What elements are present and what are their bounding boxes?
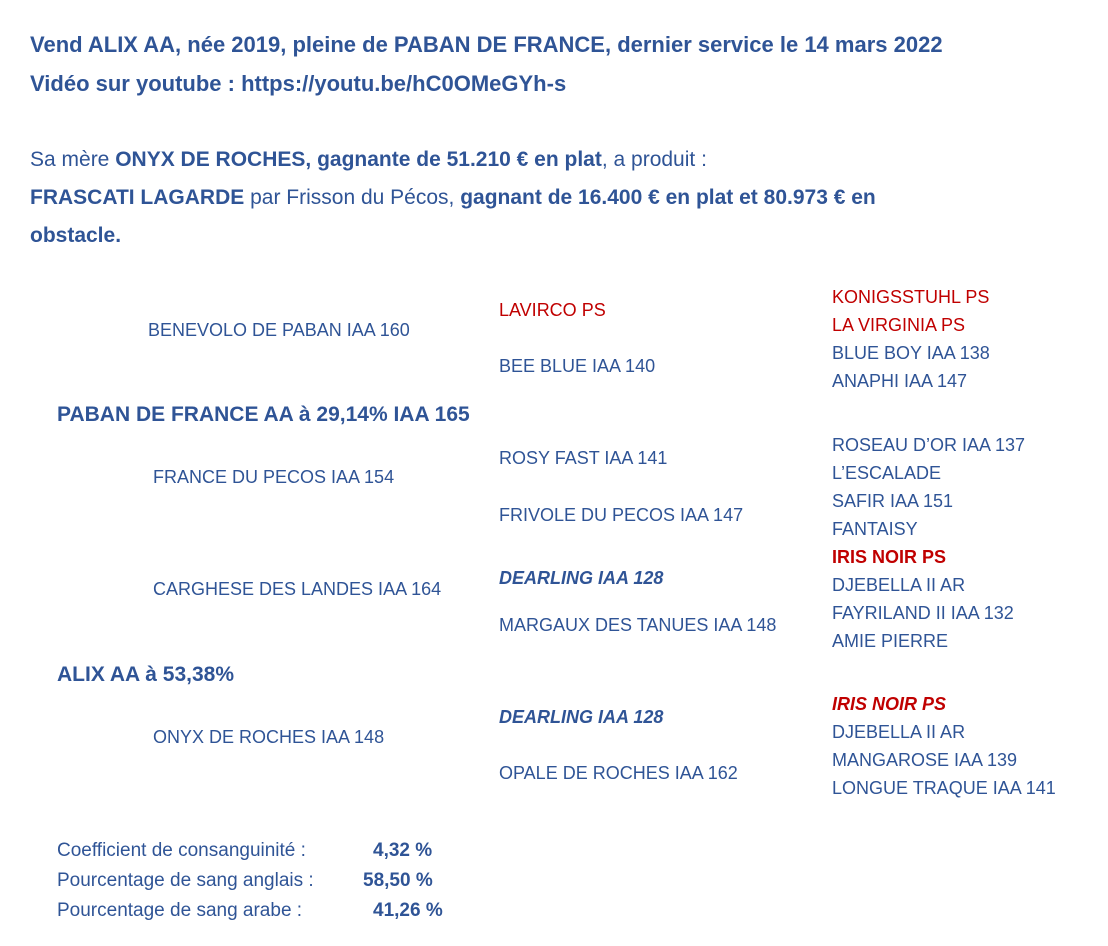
stat-label: Coefficient de consanguinité : (57, 840, 306, 861)
pedigree-sire-g3: LA VIRGINIA PS (832, 315, 966, 335)
stat-value: 4,32 % (373, 840, 433, 861)
pedigree-dam-granddam: ONYX DE ROCHES IAA 148 (153, 727, 385, 747)
pedigree-sire-g2: LAVIRCO PS (499, 300, 606, 320)
pedigree-dam-g3: DJEBELLA II AR (832, 575, 966, 595)
pedigree-sire-g2: ROSY FAST IAA 141 (499, 448, 668, 468)
stat-label: Pourcentage de sang arabe : (57, 900, 303, 921)
stat-value: 58,50 % (363, 870, 433, 891)
stat-row-arab-blood (57, 896, 443, 926)
pedigree-dam-g3: IRIS NOIR PS (832, 694, 947, 714)
pedigree-dam-g2: DEARLING IAA 128 (499, 707, 664, 727)
intro-text: Sa mère (30, 148, 116, 171)
stat-value: 41,26 % (373, 900, 443, 921)
pedigree-dam: ALIX AA à 53,38% (57, 663, 235, 686)
pedigree-sire-g3: ROSEAU D’OR IAA 137 (832, 435, 1026, 455)
pedigree-dam-g3: IRIS NOIR PS (832, 547, 947, 567)
stat-row-english-blood (57, 866, 443, 896)
stat-row-consanguinity (57, 836, 443, 866)
stat-label: Pourcentage de sang anglais : (57, 870, 314, 891)
pedigree-sire-g3: SAFIR IAA 151 (832, 491, 954, 511)
intro-line-2 (30, 179, 876, 217)
pedigree-dam-g3: DJEBELLA II AR (832, 722, 966, 742)
pedigree-sire-g3: L’ESCALADE (832, 463, 942, 483)
intro-line-3: obstacle. (30, 224, 122, 247)
intro-text: par Frisson du Pécos, (244, 186, 461, 209)
pedigree-dam-g3: FAYRILAND II IAA 132 (832, 603, 1014, 623)
pedigree-sire-g2: FRIVOLE DU PECOS IAA 147 (499, 505, 744, 525)
stats-block (57, 836, 443, 926)
intro-dam-earnings: ONYX DE ROCHES, gagnante de 51.210 € en plat (115, 148, 602, 171)
pedigree-sire: PABAN DE FRANCE AA à 29,14% IAA 165 (57, 403, 470, 426)
pedigree-sire-g3: FANTAISY (832, 519, 918, 539)
pedigree-dam-g3: AMIE PIERRE (832, 631, 949, 651)
pedigree-sire-g2: BEE BLUE IAA 140 (499, 356, 656, 376)
sale-title: Vend ALIX AA, née 2019, pleine de PABAN DE FRANCE, dernier service le 14 mars 2022 (30, 32, 943, 57)
pedigree-dam-g2: OPALE DE ROCHES IAA 162 (499, 763, 738, 783)
pedigree-dam-g3: LONGUE TRAQUE IAA 141 (832, 778, 1056, 798)
pedigree-sire-granddam: FRANCE DU PECOS IAA 154 (153, 467, 395, 487)
pedigree-dam-g2: DEARLING IAA 128 (499, 568, 664, 588)
pedigree-dam-grandsire: CARGHESE DES LANDES IAA 164 (153, 579, 442, 599)
intro-text: , a produit : (601, 148, 707, 171)
pedigree-sire-g3: ANAPHI IAA 147 (832, 371, 968, 391)
pedigree-dam-g3: MANGAROSE IAA 139 (832, 750, 1018, 770)
intro-line-1 (30, 141, 707, 179)
intro-offspring-earnings: gagnant de 16.400 € en plat et 80.973 € en (460, 186, 876, 209)
video-link[interactable]: Vidéo sur youtube : https://youtu.be/hC0OMeGYh-s (30, 71, 567, 96)
pedigree-sire-g3: BLUE BOY IAA 138 (832, 343, 990, 363)
intro-offspring-name: FRASCATI LAGARDE (30, 186, 245, 209)
pedigree-sire-g3: KONIGSSTUHL PS (832, 287, 990, 307)
pedigree-dam-g2: MARGAUX DES TANUES IAA 148 (499, 615, 777, 635)
pedigree-sire-grandsire: BENEVOLO DE PABAN IAA 160 (148, 320, 410, 340)
